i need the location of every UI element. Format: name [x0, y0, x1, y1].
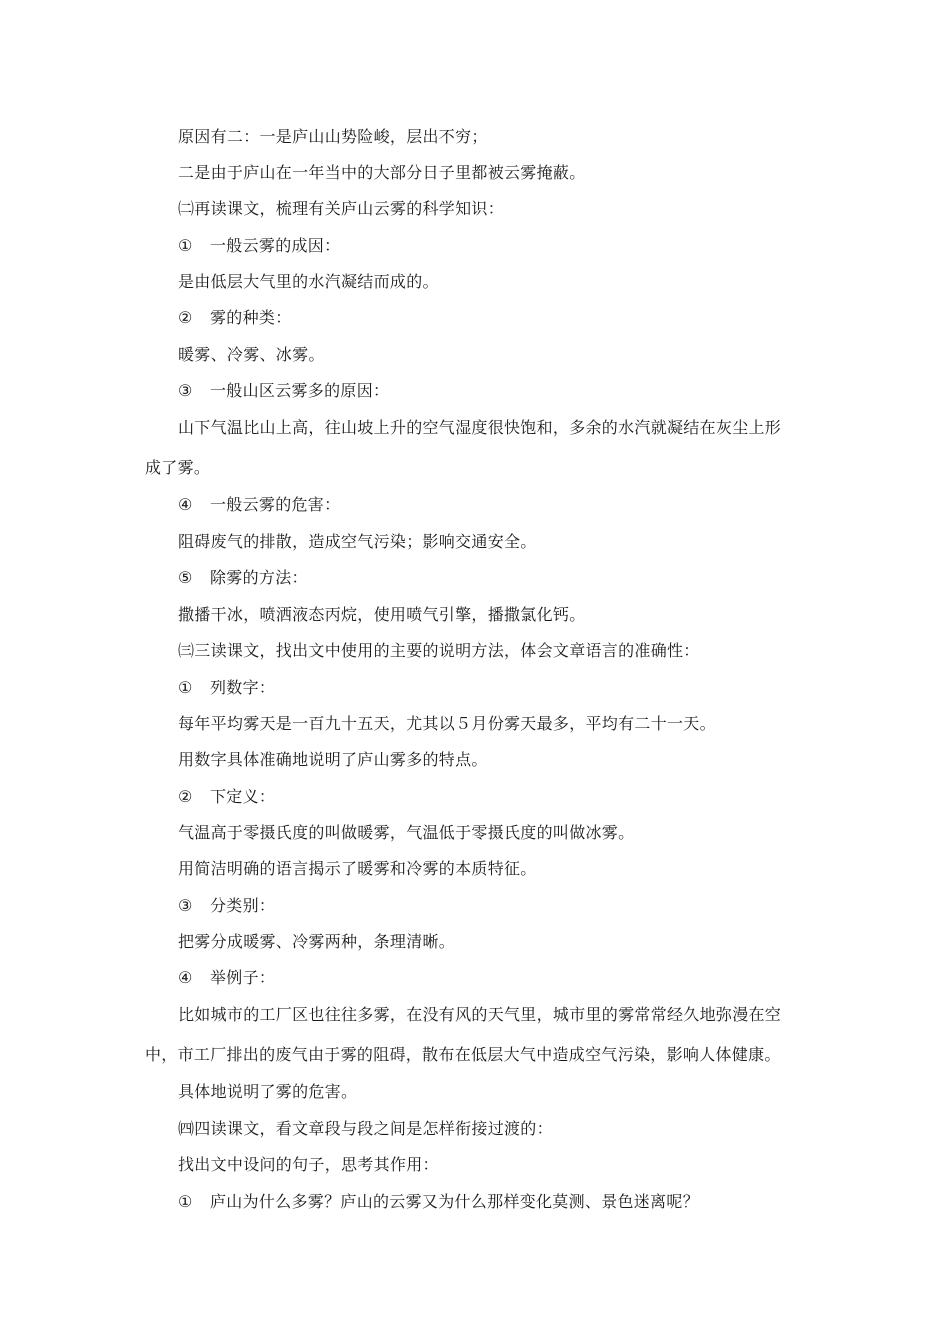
line-text: 用数字具体准确地说明了庐山雾多的特点。	[178, 750, 488, 769]
text-line-continuation	[145, 458, 210, 478]
line-text: 具体地说明了雾的危害。	[178, 1082, 358, 1101]
line-text: ㈣四读课文，看文章段与段之间是怎样衔接过渡的：	[178, 1119, 553, 1138]
line-text: ㈡再读课文，梳理有关庐山云雾的科学知识：	[178, 199, 505, 218]
text-line	[178, 750, 488, 770]
text-line	[178, 532, 537, 552]
line-text: 每年平均雾天是一百九十五天，尤其以５月份雾天最多，平均有二十一天。	[178, 714, 716, 733]
line-text: 找出文中设问的句子，思考其作用：	[178, 1155, 439, 1174]
line-text: 把雾分成暖雾、冷雾两种，条理清晰。	[178, 932, 456, 951]
item-text: 列数字：	[210, 678, 276, 697]
numbered-item	[178, 968, 275, 988]
numbered-item	[178, 896, 275, 916]
section-heading	[178, 199, 504, 219]
line-text: 山下气温比山上高，往山坡上升的空气湿度很快饱和，多余的水汽就凝结在灰尘上形	[178, 418, 782, 437]
text-line	[178, 418, 781, 438]
item-text: 举例子：	[210, 968, 276, 987]
section-heading	[178, 1119, 553, 1139]
text-line	[178, 1082, 357, 1102]
item-text: 一般云雾的危害：	[210, 495, 341, 514]
numbered-item	[178, 495, 340, 515]
item-number: ④	[178, 968, 193, 987]
item-number: ③	[178, 381, 193, 400]
item-number: ⑤	[178, 568, 193, 587]
numbered-item	[178, 787, 275, 807]
item-text: 庐山为什么多雾？庐山的云雾又为什么那样变化莫测、景色迷离呢？	[210, 1192, 700, 1211]
line-text: 撒播干冰，喷洒液态丙烷，使用喷气引擎，播撒氯化钙。	[178, 605, 586, 624]
text-line	[178, 1155, 439, 1175]
item-text: 雾的种类：	[210, 308, 292, 327]
item-text: 除雾的方法：	[210, 568, 308, 587]
text-line	[178, 163, 586, 183]
line-text: ㈢三读课文，找出文中使用的主要的说明方法，体会文章语言的准确性：	[178, 641, 700, 660]
item-number: ①	[178, 1192, 193, 1211]
section-heading	[178, 641, 700, 661]
text-line	[178, 714, 716, 734]
item-number: ②	[178, 787, 193, 806]
numbered-item	[178, 1192, 699, 1212]
line-text: 用简洁明确的语言揭示了暖雾和冷雾的本质特征。	[178, 859, 537, 878]
text-line	[178, 1005, 781, 1025]
numbered-item	[178, 568, 308, 588]
text-line	[178, 272, 439, 292]
line-text: 气温高于零摄氏度的叫做暖雾，气温低于零摄氏度的叫做冰雾。	[178, 823, 635, 842]
text-line	[178, 932, 455, 952]
item-number: ①	[178, 678, 193, 697]
item-number: ④	[178, 495, 193, 514]
item-number: ②	[178, 308, 193, 327]
text-line	[178, 823, 634, 843]
item-text: 一般云雾的成因：	[210, 236, 341, 255]
line-text: 原因有二：一是庐山山势险峻，层出不穷；	[178, 127, 488, 146]
item-text: 分类别：	[210, 896, 276, 915]
line-text: 比如城市的工厂区也往往多雾，在没有风的天气里，城市里的雾常常经久地弥漫在空	[178, 1005, 782, 1024]
text-line	[178, 127, 488, 147]
line-text: 中，市工厂排出的废气由于雾的阻碍，散布在低层大气中造成空气污染，影响人体健康。	[145, 1045, 781, 1064]
numbered-item	[178, 236, 340, 256]
line-text: 暖雾、冷雾、冰雾。	[178, 345, 325, 364]
text-line	[178, 345, 325, 365]
text-line	[178, 605, 586, 625]
line-text: 阻碍废气的排散，造成空气污染；影响交通安全。	[178, 532, 537, 551]
text-line-continuation	[145, 1045, 781, 1065]
item-text: 下定义：	[210, 787, 276, 806]
numbered-item	[178, 678, 275, 698]
line-text: 二是由于庐山在一年当中的大部分日子里都被云雾掩蔽。	[178, 163, 586, 182]
item-number: ③	[178, 896, 193, 915]
line-text: 是由低层大气里的水汽凝结而成的。	[178, 272, 439, 291]
numbered-item	[178, 308, 292, 328]
numbered-item	[178, 381, 389, 401]
text-line	[178, 859, 537, 879]
item-number: ①	[178, 236, 193, 255]
line-text: 成了雾。	[145, 458, 211, 477]
item-text: 一般山区云雾多的原因：	[210, 381, 390, 400]
